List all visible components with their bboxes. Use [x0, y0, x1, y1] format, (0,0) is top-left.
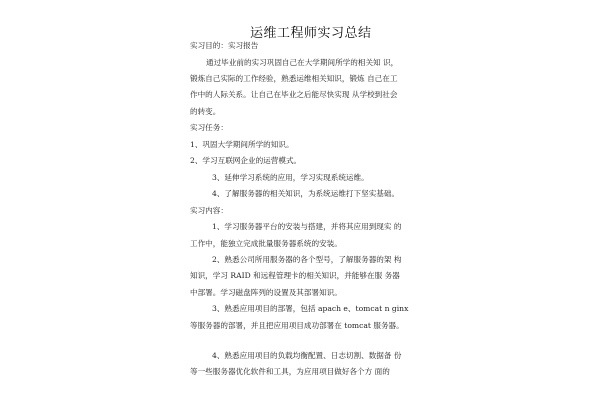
list-item: 3、延伸学习系统的应用，学习实现系统运维。: [212, 173, 369, 182]
paragraph-line: 的转变。: [190, 107, 221, 116]
paragraph-line: 2、熟悉公司所用服务器的各个型号，了解服务器的架 构: [212, 255, 402, 264]
paragraph-line: 作中的人际关系。让自己在毕业之后能尽快实现 从学校到社会: [190, 90, 398, 99]
section-heading-content: 实习内容：: [190, 206, 228, 215]
paragraph-line: 等一些服务器优化软件和工具，为应用项目做好各个方 面的: [190, 367, 390, 376]
paragraph-line: 等服务器的部署，并且把应用项目成功部署在 tomcat 服务器。: [190, 321, 404, 330]
list-item: 4、了解服务器的相关知识，为系统运维打下坚实基础。: [212, 189, 400, 198]
document-title: 运维工程师实习总结: [250, 26, 372, 41]
paragraph-line: 工作中，能独立完成批量服务器系统的安装。: [190, 239, 342, 248]
section-heading-tasks: 实习任务：: [190, 123, 228, 132]
paragraph-line: 3、熟悉应用项目的部署，包括 apach e、tomcat n ginx: [212, 304, 409, 313]
list-item: 1、巩固大学期间所学的知识。: [190, 140, 294, 149]
section-heading-purpose: 实习目的：实习报告: [190, 41, 259, 50]
paragraph-line: 中部署。学习磁盘阵列的设置及其部署知识。: [190, 288, 342, 297]
paragraph-line: 知识，学习 RAID 和远程管理卡的相关知识，并能够在服 务器: [190, 271, 400, 280]
paragraph-line: 1、学习服务器平台的安装与搭建，并将其应用到现实 的: [212, 222, 402, 231]
paragraph-line: 锻炼自己实际的工作经验，熟悉运维相关知识，锻炼 自己在工: [190, 74, 398, 83]
list-item: 2、学习互联网企业的运营模式。: [190, 156, 302, 165]
paragraph-line: 4、熟悉应用项目的负载均衡配置、日志切割、数据备 份: [212, 351, 402, 360]
paragraph-line: 通过毕业前的实习巩固自己在大学期间所学的相关知 识，: [206, 58, 399, 67]
document-page: [190, 0, 415, 400]
